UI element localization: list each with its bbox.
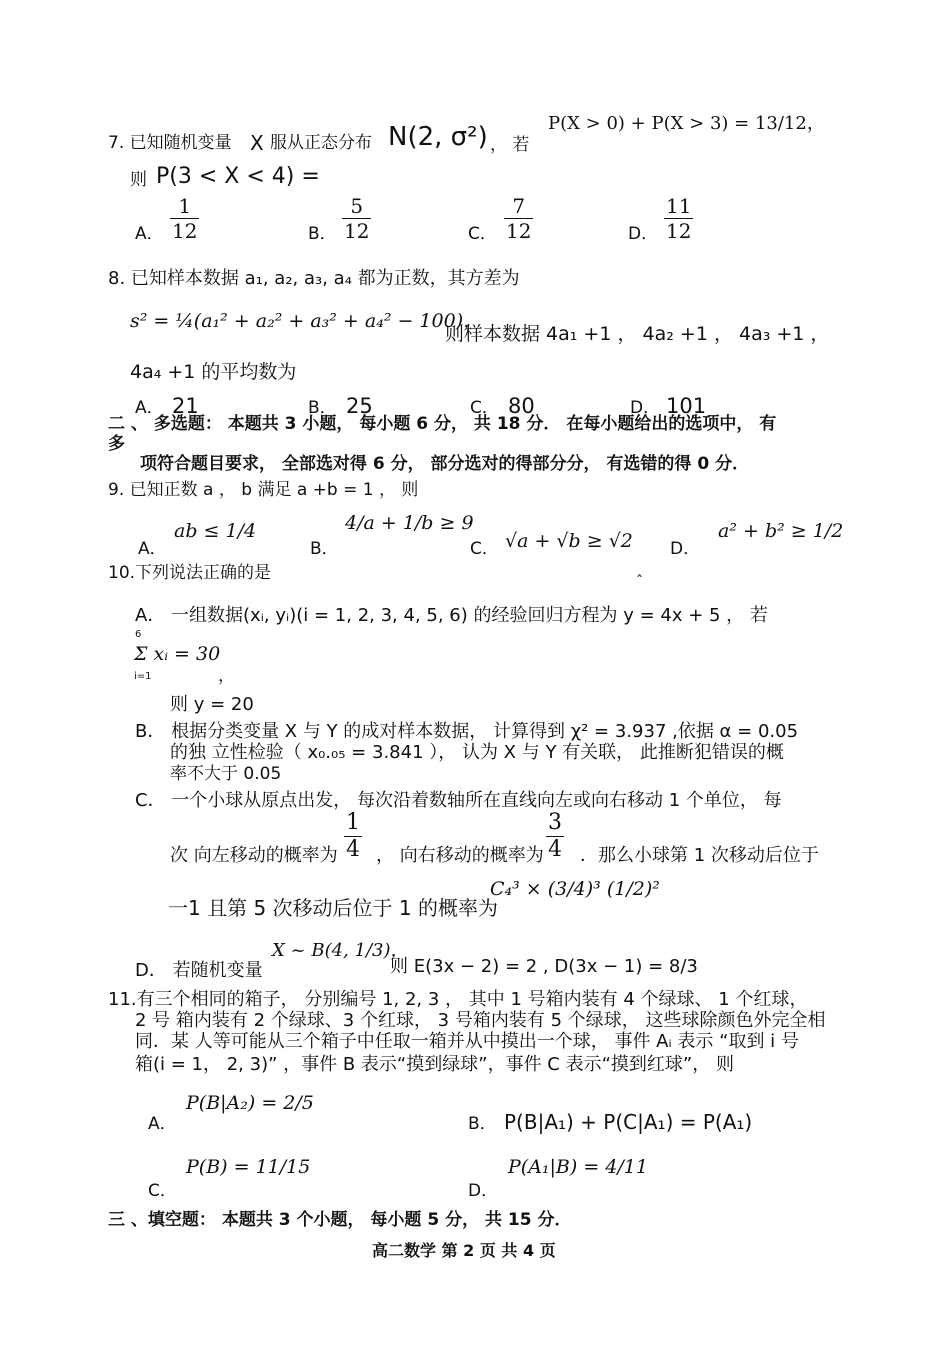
q7-condition: P(X > 0) + P(X > 3) = 13/12， — [548, 113, 825, 134]
q10-d-line1b: X ~ B(4, 1/3)， — [272, 940, 409, 961]
q7-ask-prefix: 则 — [130, 170, 147, 190]
section2-header-line2: 项符合题目要求， 全部选对得 6 分， 部分选对的得部分分， 有选错的得 0 分． — [140, 454, 750, 474]
q7-option-b-fraction: $\frac{5}{12}$ — [344, 194, 370, 243]
q10-c-left-prob: $\frac{1}{4}$ — [346, 810, 360, 862]
q10-hat-mark: ˆ — [636, 574, 643, 590]
q8-option-d-value: 101 — [666, 394, 707, 418]
q10-b-line2: 的独 立性检验（ x₀.₀₅ = 3.841 ）， 认为 X 与 Y 有关联， 此推断犯错误的概 — [170, 742, 784, 763]
q9-option-a-expr: ab ≤ 1/4 — [174, 520, 257, 542]
q10-c-line2c: ．那么小球第 1 次移动后位于 — [580, 845, 819, 866]
q11-line3: 同．某 人等可能从三个箱子中任取一箱并从中摸出一个球， 事件 Aᵢ 表示 “取到 i 号 — [135, 1031, 799, 1052]
q9-option-b-expr: 4/a + 1/b ≥ 9 — [345, 512, 474, 534]
q10-a-sum-comma: ， — [218, 666, 235, 686]
page-footer: 高二数学 第 2 页 共 4 页 — [372, 1241, 556, 1260]
q10-b-line1: B． 根据分类变量 X 与 Y 的成对样本数据， 计算得到 χ² = 3.937 ,依据 α = 0.05 — [135, 721, 799, 742]
q10-a-line3: 则 y = 20 — [170, 694, 254, 715]
q11-line2: 2 号 箱内装有 2 个绿球、3 个红球， 3 号箱内装有 5 个绿球， 这些球除颜色外完全相 — [135, 1010, 826, 1031]
section2-header-line1: 二 、 多选题： 本题共 3 小题， 每小题 6 分， 共 18 分． 在每小题给出的选项中， 有 — [108, 414, 777, 434]
q10-c-line3a: 一1 且第 5 次移动后位于 1 的概率为 — [168, 896, 498, 920]
q11-option-a-expr: P(B|A₂) = 2/5 — [186, 1092, 314, 1114]
q11-line1: 11.有三个相同的箱子， 分别编号 1, 2, 3 ， 其中 1 号箱内装有 4 个绿球、 1 个红球， — [108, 989, 808, 1010]
q11-option-c-label: C． — [148, 1181, 177, 1201]
q8-option-c-value: 80 — [508, 394, 535, 418]
q11-option-a-label: A． — [148, 1114, 177, 1134]
q8-option-d-label: D． — [630, 398, 661, 418]
q10-d-line1a: D． 若随机变量 — [135, 960, 263, 981]
q7-option-c-label: C． — [468, 224, 497, 244]
q11-line4: 箱(i = 1， 2, 3)” ，事件 B 表示“摸到绿球”，事件 C 表示“摸到红球”， 则 — [135, 1054, 734, 1075]
q9-option-d-label: D． — [670, 539, 701, 559]
q7-option-a-fraction: $\frac{1}{12}$ — [172, 194, 198, 243]
q7-var-x: X — [250, 131, 264, 155]
q10-c-line2b: ， 向右移动的概率为 — [376, 845, 544, 866]
q10-c-line2a: 次 向左移动的概率为 — [170, 845, 338, 866]
q8-option-a-label: A． — [135, 398, 164, 418]
q10-c-line1: C． 一个小球从原点出发， 每次沿着数轴所在直线向左或向右移动 1 个单位， 每 — [135, 790, 782, 811]
q7-option-d-label: D． — [628, 224, 659, 244]
q10-b-line3: 率不大于 0.05 — [170, 764, 282, 784]
q8-option-a-value: 21 — [172, 394, 199, 418]
q8-option-b-label: B． — [308, 398, 337, 418]
q7-ask: P(3 < X < 4) = — [156, 164, 320, 189]
q8-then: 则样本数据 4a₁ +1 ， 4a₂ +1 ， 4a₃ +1 ， — [445, 323, 830, 345]
q10-a-sum: Σ xᵢ = 30 — [134, 643, 221, 665]
q9-option-c-label: C． — [470, 539, 499, 559]
q10-a-sum-upper: 6 — [135, 629, 142, 640]
q9-stem: 9. 已知正数 a ， b 满足 a +b = 1 ， 则 — [108, 480, 419, 500]
q7-option-d-fraction: $\frac{11}{12}$ — [666, 194, 692, 243]
q10-a-line1: A． 一组数据(xᵢ, yᵢ)(i = 1, 2, 3, 4, 5, 6) 的经验回归方程为 y = 4x + 5 ， 若 — [135, 605, 768, 626]
q11-option-c-expr: P(B) = 11/15 — [186, 1156, 311, 1178]
section2-header-line1b: 多 — [108, 434, 125, 454]
q7-comma-if: ， 若 — [490, 135, 530, 155]
q11-option-b-label: B． — [468, 1114, 497, 1134]
q7-option-b-label: B． — [308, 224, 337, 244]
q10-a-sum-lower: i=1 — [134, 671, 152, 682]
q11-option-d-expr: P(A₁|B) = 4/11 — [508, 1156, 648, 1178]
q8-line3: 4a₄ +1 的平均数为 — [130, 361, 297, 383]
q9-option-b-label: B． — [310, 539, 339, 559]
q9-option-a-label: A． — [138, 539, 167, 559]
q10-stem: 10.下列说法正确的是 — [108, 563, 272, 583]
section3-header: 三 、填空题： 本题共 3 个小题， 每小题 5 分， 共 15 分． — [108, 1210, 572, 1230]
q7-stem-mid: 服从正态分布 — [270, 133, 372, 153]
q8-stem: 8. 已知样本数据 a₁, a₂, a₃, a₄ 都为正数，其方差为 — [108, 268, 520, 289]
q10-d-line1c: 则 E(3x − 2) = 2 , D(3x − 1) = 8/3 — [390, 956, 698, 977]
q7-stem-prefix: 7. 已知随机变量 — [108, 133, 232, 153]
q11-option-b-expr: P(B|A₁) + P(C|A₁) = P(A₁) — [504, 1110, 753, 1134]
q8-option-b-value: 25 — [346, 394, 373, 418]
q7-option-c-fraction: $\frac{7}{12}$ — [506, 194, 532, 243]
q8-option-c-label: C． — [470, 398, 499, 418]
q9-option-d-expr: a² + b² ≥ 1/2 — [718, 520, 844, 542]
q10-c-line3b: C₄³ × (3/4)³ (1/2)² — [490, 878, 660, 900]
q7-option-a-label: A． — [135, 224, 164, 244]
q9-option-c-expr: √a + √b ≥ √2 — [505, 530, 633, 552]
q11-option-d-label: D． — [468, 1181, 499, 1201]
q7-normal: N(2, σ²) — [388, 122, 488, 152]
q8-formula: s² = ¼(a₁² + a₂² + a₃² + a₄² − 100)， — [130, 310, 483, 332]
q10-c-right-prob: $\frac{3}{4}$ — [548, 810, 562, 862]
